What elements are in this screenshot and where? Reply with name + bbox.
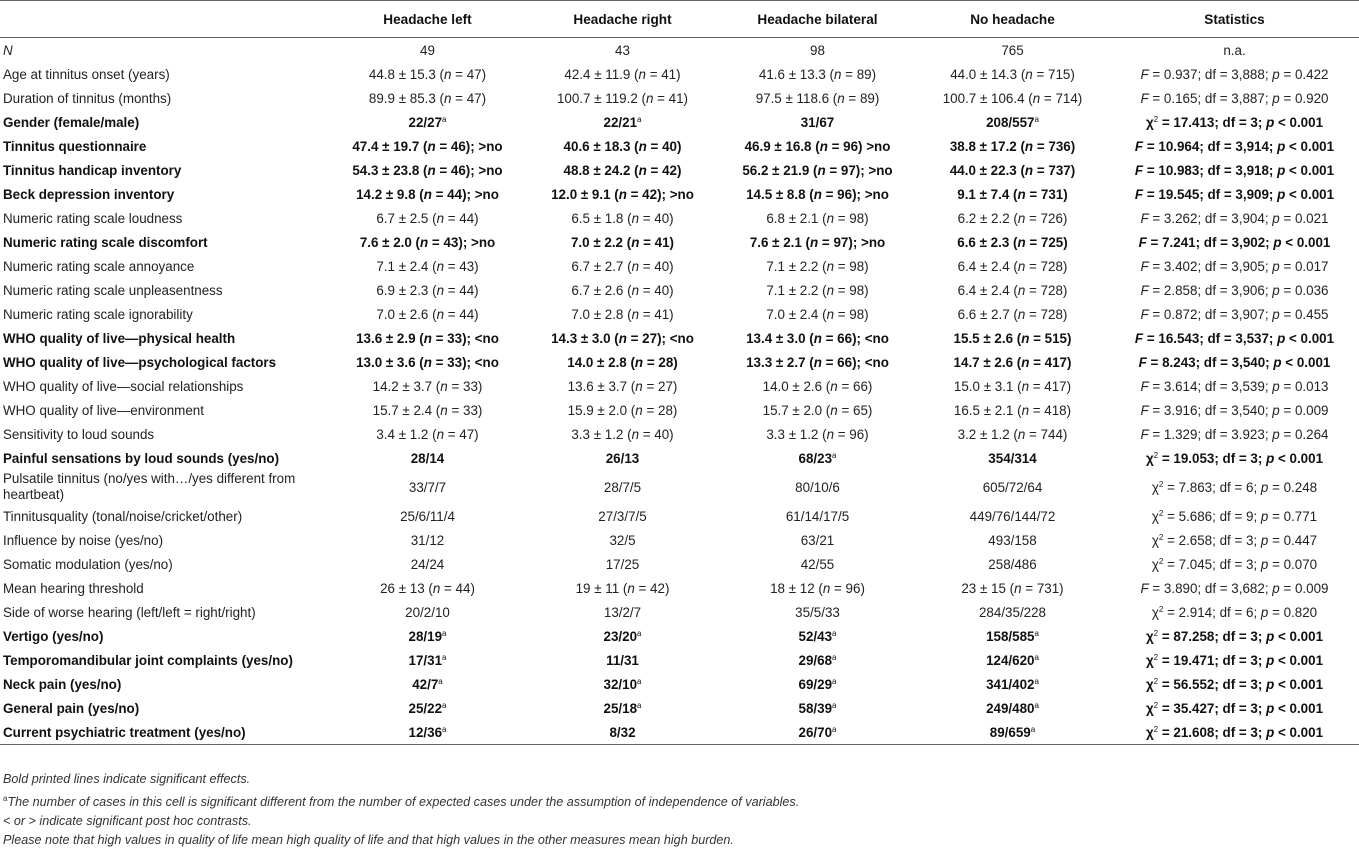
- table-cell: 13.6 ± 3.7 (n = 27): [567, 378, 678, 394]
- row-label: Influence by noise (yes/no): [3, 532, 164, 548]
- table-cell: 13.0 ± 3.6 (n = 33); <no: [356, 354, 499, 370]
- table-cell: 35/5/33: [795, 604, 840, 620]
- table-cell: 47.4 ± 19.7 (n = 46); >no: [352, 138, 503, 154]
- table-cell: 63/21: [800, 532, 835, 548]
- table-row: [0, 470, 1359, 504]
- table-cell: F = 10.983; df = 3,918; p < 0.001: [1134, 162, 1335, 178]
- table-cell: 341/402$^a$: [986, 676, 1039, 692]
- table-cell: $\chi^2 = 19.053$; df = 3; p < 0.001: [1145, 450, 1324, 466]
- table-row: [0, 350, 1359, 374]
- table-cell: 158/585$^a$: [986, 628, 1039, 644]
- table-cell: 8/32: [525, 720, 720, 745]
- table-row: [0, 158, 1359, 182]
- row-label: Tinnitus handicap inventory: [3, 162, 182, 178]
- table-row: [0, 230, 1359, 254]
- table-row: [0, 624, 1359, 648]
- table-cell: 14.0 ± 2.6 (n = 66): [762, 378, 873, 394]
- table-cell: 3.3 ± 1.2 (n = 40): [571, 426, 674, 442]
- table-cell: 15.0 ± 3.1 (n = 417): [953, 378, 1072, 394]
- table-cell: 14.7 ± 2.6 (n = 417): [953, 354, 1072, 370]
- table-cell: 7.0 ± 2.6 (n = 44): [376, 306, 479, 322]
- table-cell: 6.7 ± 2.7 (n = 40): [571, 258, 674, 274]
- table-cell: 16.5 ± 2.1 (n = 418): [953, 402, 1072, 418]
- table-cell: F = 8.243; df = 3,540; p < 0.001: [1138, 354, 1331, 370]
- table-cell: 14.5 ± 8.8 (n = 96); >no: [746, 186, 889, 202]
- table-row: [0, 206, 1359, 230]
- table-cell: 15.5 ± 2.6 (n = 515): [953, 330, 1072, 346]
- table-body: [0, 38, 1359, 745]
- table-row: [0, 134, 1359, 158]
- row-label: Beck depression inventory: [3, 186, 175, 202]
- table-cell: 44.8 ± 15.3 (n = 47): [368, 66, 487, 82]
- table-cell: 42/7$^a$: [412, 676, 443, 692]
- footnote: < or > indicate significant post hoc contrasts.: [3, 814, 252, 828]
- table-row: [0, 576, 1359, 600]
- row-label: Side of worse hearing (left/left = right/right): [3, 604, 256, 620]
- table-cell: 49: [420, 42, 435, 58]
- table-cell: 7.6 ± 2.1 (n = 97); >no: [749, 234, 886, 250]
- table-cell: 26/13: [605, 450, 640, 466]
- table-cell: 3.2 ± 1.2 (n = 744): [957, 426, 1068, 442]
- footnote: Bold printed lines indicate significant effects.: [3, 772, 251, 786]
- table-row: [0, 528, 1359, 552]
- table-cell: 22/27$^a$: [408, 114, 447, 130]
- table-cell: 56.2 ± 21.9 (n = 97); >no: [742, 162, 893, 178]
- row-label: WHO quality of live—social relationships: [3, 378, 244, 394]
- table-cell: 69/29$^a$: [798, 676, 837, 692]
- table-cell: $\chi^2 = 19.471$; df = 3; p < 0.001: [1145, 652, 1324, 668]
- table-row: [0, 672, 1359, 696]
- table-row: [0, 86, 1359, 110]
- table-row: [0, 110, 1359, 134]
- table-cell: 29/68$^a$: [798, 652, 837, 668]
- table-cell: 11/31: [606, 652, 639, 668]
- table-cell: 7.0 ± 2.4 (n = 98): [766, 306, 869, 322]
- table-cell: 13/2/7: [603, 604, 642, 620]
- row-label: Tinnitus questionnaire: [3, 138, 147, 154]
- table-cell: 6.7 ± 2.6 (n = 40): [571, 282, 674, 298]
- row-label: WHO quality of live—physical health: [3, 330, 236, 346]
- table-cell: 25/6/11/4: [400, 508, 455, 524]
- table-cell: 7.6 ± 2.0 (n = 43); >no: [359, 234, 496, 250]
- table-cell: 40.6 ± 18.3 (n = 40): [563, 138, 682, 154]
- table-row: [0, 254, 1359, 278]
- row-label: Neck pain (yes/no): [3, 676, 122, 692]
- table-cell: 22/21$^a$: [603, 114, 642, 130]
- table-row: [0, 552, 1359, 576]
- table-row: [0, 504, 1359, 528]
- row-label: Gender (female/male): [3, 114, 140, 130]
- table-cell: $\chi^2 = 2.658$; df = 3; p = 0.447: [1151, 532, 1318, 548]
- table-cell: 61/14/17/5: [785, 508, 850, 524]
- table-cell: 89/659$^a$: [915, 720, 1110, 745]
- footnote: $^a$The number of cases in this cell is significant different from the number of expected cases under the assumption of independence of variables.: [3, 794, 800, 809]
- table-cell: 14.2 ± 3.7 (n = 33): [372, 378, 483, 394]
- table-cell: 26/70$^a$: [720, 720, 915, 745]
- table-cell: 18 ± 12 (n = 96): [770, 580, 865, 596]
- table-row: [0, 326, 1359, 350]
- table-cell: 7.1 ± 2.2 (n = 98): [766, 258, 869, 274]
- table-cell: 42/55: [800, 556, 835, 572]
- row-label: Numeric rating scale loudness: [3, 210, 183, 226]
- row-label: Somatic modulation (yes/no): [3, 556, 173, 572]
- table-cell: 17/31$^a$: [408, 652, 447, 668]
- table-cell: 6.4 ± 2.4 (n = 728): [957, 258, 1068, 274]
- header-row: [0, 1, 1359, 38]
- table-cell: $\chi^2 = 7.863$; df = 6; p = 0.248: [1151, 479, 1318, 495]
- table-cell: 44.0 ± 22.3 (n = 737): [949, 162, 1076, 178]
- table-cell: F = 3.614; df = 3,539; p = 0.013: [1140, 378, 1329, 394]
- table-cell: 25/18$^a$: [603, 700, 642, 716]
- table-cell: F = 3.262; df = 3,904; p = 0.021: [1140, 210, 1329, 226]
- table-cell: 100.7 ± 119.2 (n = 41): [556, 90, 689, 106]
- table-cell: 41.6 ± 13.3 (n = 89): [758, 66, 877, 82]
- row-label: Numeric rating scale annoyance: [3, 258, 195, 274]
- table-cell: 28/7/5: [603, 479, 642, 495]
- table-row: [0, 422, 1359, 446]
- table-cell: 68/23$^a$: [798, 450, 837, 466]
- table-cell: 6.4 ± 2.4 (n = 728): [957, 282, 1068, 298]
- table-cell: F = 0.872; df = 3,907; p = 0.455: [1140, 306, 1329, 322]
- table-cell: 6.7 ± 2.5 (n = 44): [376, 210, 479, 226]
- table-cell: 14.3 ± 3.0 (n = 27); <no: [551, 330, 694, 346]
- table-row: [0, 600, 1359, 624]
- table-cell: 44.0 ± 14.3 (n = 715): [950, 66, 1075, 82]
- row-label: WHO quality of live—psychological factors: [3, 354, 277, 370]
- row-label: Numeric rating scale ignorability: [3, 306, 193, 322]
- table-cell: $\chi^2 = 35.427$; df = 3; p < 0.001: [1145, 700, 1324, 716]
- table-cell: 208/557$^a$: [986, 114, 1039, 130]
- table-cell: 13.6 ± 2.9 (n = 33); <no: [356, 330, 499, 346]
- table-cell: 89.9 ± 85.3 (n = 47): [368, 90, 487, 106]
- table-cell: 26 ± 13 (n = 44): [380, 580, 475, 596]
- header-cell: Statistics: [1110, 1, 1359, 38]
- table-row: [0, 38, 1359, 63]
- table-cell: $\chi^2 = 7.045$; df = 3; p = 0.070: [1151, 556, 1318, 572]
- table-cell: 6.6 ± 2.7 (n = 728): [957, 306, 1068, 322]
- table-cell: 14.0 ± 2.8 (n = 28): [567, 354, 678, 370]
- table-cell: 7.1 ± 2.4 (n = 43): [376, 258, 479, 274]
- table-cell: 13.4 ± 3.0 (n = 66); <no: [746, 330, 889, 346]
- table-cell: 15.7 ± 2.4 (n = 33): [372, 402, 483, 418]
- table-cell: 100.7 ± 106.4 (n = 714): [942, 90, 1083, 106]
- header-cell: Headache right: [525, 1, 720, 38]
- table-cell: 38.8 ± 17.2 (n = 736): [949, 138, 1076, 154]
- table-cell: 284/35/228: [978, 604, 1047, 620]
- table-cell: F = 19.545; df = 3,909; p < 0.001: [1134, 186, 1335, 202]
- table-cell: 258/486: [988, 556, 1037, 572]
- table-cell: 354/314: [988, 450, 1037, 466]
- table-cell: 19 ± 11 (n = 42): [575, 580, 670, 596]
- table-cell: 48.8 ± 24.2 (n = 42): [563, 162, 682, 178]
- table-cell: 23/20$^a$: [603, 628, 642, 644]
- row-label: Numeric rating scale discomfort: [3, 234, 208, 250]
- table-row: [0, 302, 1359, 326]
- table-cell: 24/24: [410, 556, 445, 572]
- table-cell: F = 1.329; df = 3.923; p = 0.264: [1140, 426, 1329, 442]
- header-cell: Headache left: [330, 1, 525, 38]
- table-cell: $\chi^2 = 56.552$; df = 3; p < 0.001: [1145, 676, 1324, 692]
- row-label: Duration of tinnitus (months): [3, 90, 172, 106]
- table-cell: 3.4 ± 1.2 (n = 47): [376, 426, 479, 442]
- row-label: General pain (yes/no): [3, 700, 140, 716]
- table-cell: $\chi^2 = 17.413$; df = 3; p < 0.001: [1145, 114, 1324, 130]
- table-cell: 54.3 ± 23.8 (n = 46); >no: [352, 162, 503, 178]
- table-cell: 97.5 ± 118.6 (n = 89): [755, 90, 880, 106]
- table-cell: F = 0.937; df = 3,888; p = 0.422: [1140, 66, 1329, 82]
- table-cell: 124/620$^a$: [986, 652, 1039, 668]
- table-cell: 23 ± 15 (n = 731): [961, 580, 1064, 596]
- table-cell: 6.9 ± 2.3 (n = 44): [376, 282, 479, 298]
- table-cell: 25/22$^a$: [408, 700, 447, 716]
- table-cell: 80/10/6: [795, 479, 840, 495]
- table-cell: 32/5: [609, 532, 636, 548]
- table-cell: F = 10.964; df = 3,914; p < 0.001: [1134, 138, 1335, 154]
- row-label: Pulsatile tinnitus (no/yes with…/yes different from heartbeat): [3, 471, 296, 502]
- table-cell: F = 2.858; df = 3,906; p = 0.036: [1140, 282, 1329, 298]
- table-cell: F = 3.890; df = 3,682; p = 0.009: [1140, 580, 1329, 596]
- table-cell: $\chi^2 = 87.258$; df = 3; p < 0.001: [1145, 628, 1324, 644]
- row-label: Vertigo (yes/no): [3, 628, 104, 644]
- table-cell: 493/158: [988, 532, 1037, 548]
- table-cell: 15.7 ± 2.0 (n = 65): [762, 402, 873, 418]
- table-cell: 6.2 ± 2.2 (n = 726): [957, 210, 1068, 226]
- table-cell: 31/12: [410, 532, 445, 548]
- table-cell: 12.0 ± 9.1 (n = 42); >no: [551, 186, 694, 202]
- table-cell: F = 3.402; df = 3,905; p = 0.017: [1140, 258, 1329, 274]
- table-row: [0, 446, 1359, 470]
- table-cell: F = 7.241; df = 3,902; p < 0.001: [1138, 234, 1331, 250]
- row-label: Tinnitusquality (tonal/noise/cricket/other): [3, 508, 243, 524]
- table-cell: 33/7/7: [408, 479, 447, 495]
- table-cell: 7.0 ± 2.8 (n = 41): [571, 306, 674, 322]
- table-cell: 32/10$^a$: [603, 676, 642, 692]
- table-cell: 13.3 ± 2.7 (n = 66); <no: [746, 354, 889, 370]
- row-label: WHO quality of live—environment: [3, 402, 204, 418]
- row-label: Temporomandibular joint complaints (yes/no): [3, 652, 293, 668]
- table-cell: 6.8 ± 2.1 (n = 98): [766, 210, 869, 226]
- header-cell: Headache bilateral: [720, 1, 915, 38]
- table-cell: 20/2/10: [405, 604, 450, 620]
- header-cell: [0, 1, 330, 38]
- row-label: Current psychiatric treatment (yes/no): [0, 720, 330, 745]
- table-cell: 98: [810, 42, 825, 58]
- table-cell: 3.3 ± 1.2 (n = 96): [766, 426, 869, 442]
- table-cell: 27/3/7/5: [598, 508, 647, 524]
- footnote: Please note that high values in quality of life mean high quality of life and that high values in the other measures mean high burden.: [3, 833, 734, 847]
- table-cell: 449/76/144/72: [969, 508, 1056, 524]
- table-cell: 14.2 ± 9.8 (n = 44); >no: [356, 186, 499, 202]
- table-cell: 31/67: [800, 114, 835, 130]
- table-cell: F = 3.916; df = 3,540; p = 0.009: [1140, 402, 1329, 418]
- table-row: [0, 696, 1359, 720]
- table-cell: 9.1 ± 7.4 (n = 731): [957, 186, 1068, 202]
- table-cell: 605/72/64: [982, 479, 1043, 495]
- table-row: [0, 62, 1359, 86]
- table-row: [0, 648, 1359, 672]
- table-footnotes: [3, 770, 799, 850]
- table-cell: 12/36$^a$: [330, 720, 525, 745]
- table-row: [0, 398, 1359, 422]
- table-cell: F = 16.543; df = 3,537; p < 0.001: [1134, 330, 1335, 346]
- row-label: Numeric rating scale unpleasentness: [3, 282, 223, 298]
- table-cell: 46.9 ± 16.8 (n = 96) >no: [744, 138, 891, 154]
- table-cell: 6.5 ± 1.8 (n = 40): [571, 210, 674, 226]
- table-cell: 42.4 ± 11.9 (n = 41): [564, 66, 681, 82]
- row-label: N: [3, 42, 13, 58]
- table-row: [0, 374, 1359, 398]
- header-cell: No headache: [915, 1, 1110, 38]
- table-cell: $\chi^2 = 5.686$; df = 9; p = 0.771: [1151, 508, 1318, 524]
- table-cell: $\chi^2 = 21.608$; df = 3; p < 0.001: [1110, 720, 1359, 745]
- table-cell: 765: [1001, 42, 1024, 58]
- row-label: Painful sensations by loud sounds (yes/no): [3, 450, 280, 466]
- table-cell: 7.1 ± 2.2 (n = 98): [766, 282, 869, 298]
- table-cell: 6.6 ± 2.3 (n = 725): [957, 234, 1068, 250]
- table-cell: n.a.: [1223, 42, 1246, 58]
- table-cell: 28/19$^a$: [408, 628, 447, 644]
- table-row: [0, 278, 1359, 302]
- table-cell: 58/39$^a$: [798, 700, 837, 716]
- row-label: Age at tinnitus onset (years): [3, 66, 170, 82]
- table-cell: 52/43$^a$: [798, 628, 837, 644]
- row-label: Mean hearing threshold: [3, 580, 144, 596]
- table-cell: 249/480$^a$: [986, 700, 1039, 716]
- table-cell: 15.9 ± 2.0 (n = 28): [567, 402, 678, 418]
- table-cell: $\chi^2 = 2.914$; df = 6; p = 0.820: [1151, 604, 1318, 620]
- table-cell: F = 0.165; df = 3,887; p = 0.920: [1140, 90, 1329, 106]
- row-label: Sensitivity to loud sounds: [3, 426, 155, 442]
- table-cell: 17/25: [605, 556, 640, 572]
- table-cell: 43: [615, 42, 630, 58]
- table-cell: 28/14: [410, 450, 445, 466]
- table-row: [0, 720, 1359, 745]
- table-row: [0, 182, 1359, 206]
- table-cell: 7.0 ± 2.2 (n = 41): [570, 234, 674, 250]
